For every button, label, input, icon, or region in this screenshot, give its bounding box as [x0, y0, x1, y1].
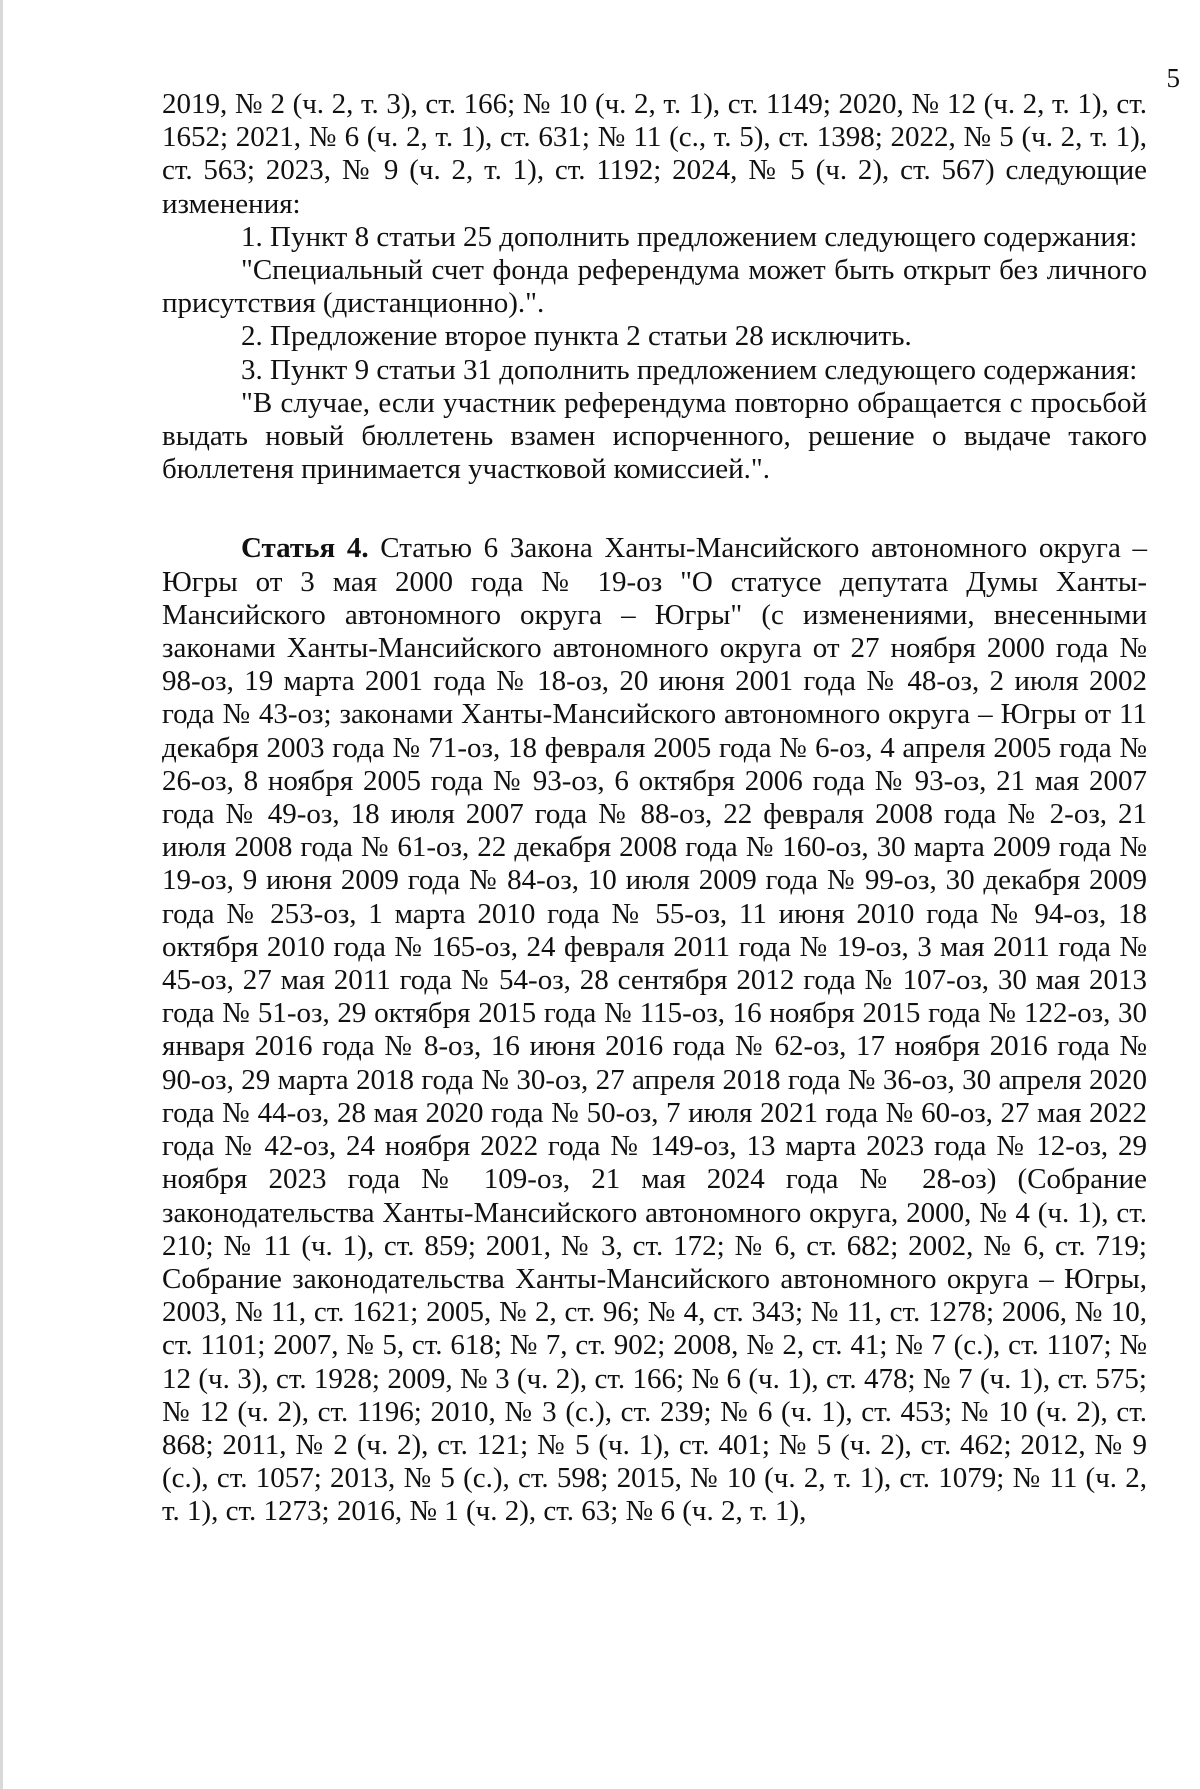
paragraph-quote-1: "Специальный счет фонда референдума может быть открыт без личного присутствия (дистанционно).". [162, 254, 1147, 320]
paragraph-quote-2: "В случае, если участник референдума повторно обращается с просьбой выдать новый бюллетень взамен испорченного, решение о выдаче такого бюллетеня принимается участковой комиссией.". [162, 386, 1147, 486]
scan-edge [0, 0, 3, 1789]
article-4-paragraph [162, 532, 1147, 1528]
article-4-label: Статья 4. [241, 532, 369, 565]
paragraph-item-3: 3. Пункт 9 статьи 31 дополнить предложением следующего содержания: [241, 353, 1138, 386]
document-body [162, 88, 1147, 1529]
page-number: 5 [1166, 63, 1180, 93]
paragraph-item-2: 2. Предложение второе пункта 2 статьи 28 исключить. [241, 320, 912, 353]
paragraph-continuation: 2019, № 2 (ч. 2, т. 3), ст. 166; № 10 (ч. 2, т. 1), ст. 1149; 2020, № 12 (ч. 2, т. 1), ст. 1652; 2021, № 6 (ч. 2, т. 1), ст. 631; № 11 (с., т. 5), ст. 1398; 2022, № 5 (ч. 2, т. 1), ст. 563; 2023, № 9 (ч. 2, т. 1), ст. 1192; 2024, № 5 (ч. 2), ст. 567) следующие изменения: [162, 88, 1147, 220]
article-4-text: Статью 6 Закона Ханты-Мансийского автономного округа – Югры от 3 мая 2000 года № 19-оз "О статусе депутата Думы Ханты-Мансийского автономного округа – Югры" (с изменениями, внесенными законами Ханты-Мансийского автономного округа от 27 ноября 2000 года № 98-оз, 19 марта 2001 года № 18-оз, 20 июня 2001 года № 48-оз, 2 июля 2002 года № 43-оз; законами Ханты-Мансийского автономного округа – Югры от 11 декабря 2003 года № 71-оз, 18 февраля 2005 года № 6-оз, 4 апреля 2005 года № 26-оз, 8 ноября 2005 года № 93-оз, 6 октября 2006 года № 93-оз, 21 мая 2007 года № 49-оз, 18 июля 2007 года № 88-оз, 22 февраля 2008 года № 2-оз, 21 июля 2008 года № 61-оз, 22 декабря 2008 года № 160-оз, 30 марта 2009 года № 19-оз, 9 июня 2009 года № 84-оз, 10 июля 2009 года № 99-оз, 30 декабря 2009 года № 253-оз, 1 марта 2010 года № 55-оз, 11 июня 2010 года № 94-оз, 18 октября 2010 года № 165-оз, 24 февраля 2011 года № 19-оз, 3 мая 2011 года № 45-оз, 27 мая 2011 года № 54-оз, 28 сентября 2012 года № 107-оз, 30 мая 2013 года № 51-оз, 29 октября 2015 года № 115-оз, 16 ноября 2015 года № 122-оз, 30 января 2016 года № 8-оз, 16 июня 2016 года № 62-оз, 17 ноября 2016 года № 90-оз, 29 марта 2018 года № 30-оз, 27 апреля 2018 года № 36-оз, 30 апреля 2020 года № 44-оз, 28 мая 2020 года № 50-оз, 7 июля 2021 года № 60-оз, 27 мая 2022 года № 42-оз, 24 ноября 2022 года № 149-оз, 13 марта 2023 года № 12-оз, 29 ноября 2023 года № 109-оз, 21 мая 2024 года № 28-оз) (Собрание законодательства Ханты-Мансийского автономного округа, 2000, № 4 (ч. 1), ст. 210; № 11 (ч. 1), ст. 859; 2001, № 3, ст. 172; № 6, ст. 682; 2002, № 6, ст. 719; Собрание законодательства Ханты-Мансийского автономного округа – Югры, 2003, № 11, ст. 1621; 2005, № 2, ст. 96; № 4, ст. 343; № 11, ст. 1278; 2006, № 10, ст. 1101; 2007, № 5, ст. 618; № 7, ст. 902; 2008, № 2, ст. 41; № 7 (с.), ст. 1107; № 12 (ч. 3), ст. 1928; 2009, № 3 (ч. 2), ст. 166; № 6 (ч. 1), ст. 478; № 7 (ч. 1), ст. 575; № 12 (ч. 2), ст. 1196; 2010, № 3 (с.), ст. 239; № 6 (ч. 1), ст. 453; № 10 (ч. 2), ст. 868; 2011, № 2 (ч. 2), ст. 121; № 5 (ч. 1), ст. 401; № 5 (ч. 2), ст. 462; 2012, № 9 (с.), ст. 1057; 2013, № 5 (с.), ст. 598; 2015, № 10 (ч. 2, т. 1), ст. 1079; № 11 (ч. 2, т. 1), ст. 1273; 2016, № 1 (ч. 2), ст. 63; № 6 (ч. 2, т. 1), [162, 532, 1147, 1528]
paragraph-item-1: 1. Пункт 8 статьи 25 дополнить предложением следующего содержания: [241, 220, 1138, 253]
